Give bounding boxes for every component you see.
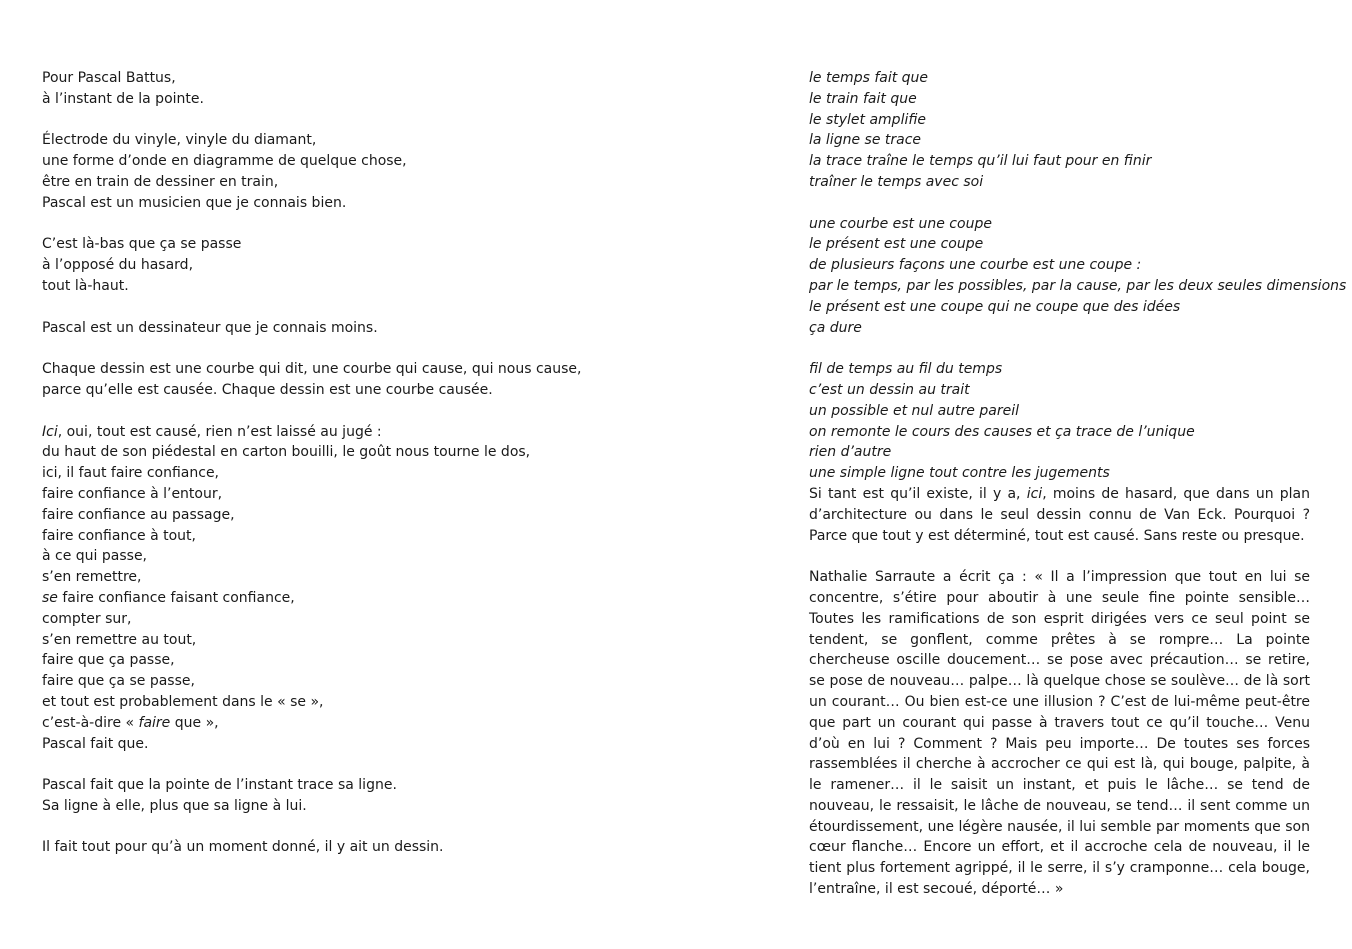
text-line: Il fait tout pour qu’à un moment donné, il y ait un dessin. <box>42 839 444 856</box>
text-line: faire confiance à tout, <box>42 527 196 544</box>
text-line: faire que ça passe, <box>42 652 175 669</box>
text-line: Pour Pascal Battus, <box>42 70 176 86</box>
verse-line: la trace traîne le temps qu’il lui faut pour en finir <box>809 153 1152 170</box>
text-run: que », <box>170 714 219 731</box>
text-line: Pascal fait que la pointe de l’instant trace sa ligne. <box>42 777 397 794</box>
text-line: parce qu’elle est causée. Chaque dessin est une courbe causée. <box>42 381 493 398</box>
verse-line: le présent est une coupe <box>809 236 984 253</box>
text-line <box>42 713 602 734</box>
text-line: s’en remettre, <box>42 569 142 586</box>
text-run: , moins de hasard, que dans un plan d’architecture ou dans le seul dessin connu de Van Eck. Pourquoi ? Parce que tout y est déterminé, tout est causé. Sans reste ou presque. <box>809 485 1310 544</box>
text-run: , oui, tout est causé, rien n’est laissé au jugé : <box>57 423 382 440</box>
text-line: Chaque dessin est une courbe qui dit, une courbe qui cause, qui nous cause, <box>42 361 582 378</box>
text-line: être en train de dessiner en train, <box>42 173 279 190</box>
verse-line: traîner le temps avec soi <box>809 173 984 190</box>
emphasis: faire <box>138 714 171 731</box>
text-line: Sa ligne à elle, plus que sa ligne à lui. <box>42 797 307 814</box>
text-run: c’est-à-dire « <box>42 714 139 731</box>
verse-line: le stylet amplifie <box>809 111 927 128</box>
verse-line: une simple ligne tout contre les jugements <box>809 465 1110 482</box>
paragraph-text: Nathalie Sarraute a écrit ça : « Il a l’impression que tout en lui se concentre, s’étire pour aboutir à une seule fine pointe sensible… Toutes les ramifications de son esprit dirigées vers ce seul point se tendent, se gonflent, comme prêtes à se rompre… La pointe chercheuse oscille doucement… se pose avec précaution… se retire, se pose de nouveau… palpe… là quelque chose se soulève… de là sort un courant… Ou bien est-ce une illusion ? C’est de lui-même peut-être que part un courant qui passe à travers tout ce qu’il touche… Venu d’où en lui ? Comment ? Mais peu importe… De toutes ses forces rassemblées il cherche à accrocher ce qui est là, qui bouge, palpite, à le ramener… il le saisit un instant, et puis le lâche… se tend de nouveau, le ressaisit, le lâche de nouveau, se tend… il sent comme un étourdissement, une légère nausée, il lui semble par moments que son cœur flanche… Encore un effort, et il accroche cela de nouveau, il le tient plus fortement agrippé, il le serre, il s’y cramponne… cela bouge, l’entraîne, il est secoué, déporté… » <box>809 569 1310 898</box>
text-line <box>42 588 602 609</box>
verse-line: rien d’autre <box>809 444 892 461</box>
verse-line: le train fait que <box>809 90 917 107</box>
verse-line: la ligne se trace <box>809 132 922 149</box>
verse-line: un possible et nul autre pareil <box>809 402 1019 419</box>
paragraph <box>809 484 1310 546</box>
text-line: faire confiance à l’entour, <box>42 485 223 502</box>
verse-line: fil de temps au fil du temps <box>809 361 1003 378</box>
text-line: Électrode du vinyle, vinyle du diamant, <box>42 132 317 149</box>
quote-paragraph <box>809 567 1310 900</box>
text-line: compter sur, <box>42 610 132 627</box>
text-line: à ce qui passe, <box>42 548 148 565</box>
verse-line: ça dure <box>809 319 862 336</box>
text-line: Pascal est un dessinateur que je connais moins. <box>42 319 378 336</box>
text-line: et tout est probablement dans le « se », <box>42 693 324 710</box>
right-page <box>809 68 1347 900</box>
text-line: du haut de son piédestal en carton bouilli, le goût nous tourne le dos, <box>42 444 531 461</box>
text-run: Si tant est qu’il existe, il y a, <box>809 485 1027 502</box>
verse-line: c’est un dessin au trait <box>809 381 970 398</box>
text-line: faire que ça se passe, <box>42 673 195 690</box>
text-line: une forme d’onde en diagramme de quelque chose, <box>42 153 407 170</box>
verse-line: de plusieurs façons une courbe est une coupe : <box>809 257 1142 274</box>
verse-line: par le temps, par les possibles, par la cause, par les deux seules dimensions <box>809 277 1347 294</box>
verse-line: le présent est une coupe qui ne coupe que des idées <box>809 298 1181 315</box>
text-line: Pascal fait que. <box>42 735 149 752</box>
verse-line: le temps fait que <box>809 70 929 86</box>
emphasis: Ici <box>42 423 58 440</box>
text-line: faire confiance au passage, <box>42 506 235 523</box>
text-line: C’est là-bas que ça se passe <box>42 236 242 253</box>
text-line: tout là-haut. <box>42 277 129 294</box>
verse-line: on remonte le cours des causes et ça trace de l’unique <box>809 423 1195 440</box>
text-run: faire confiance faisant confiance, <box>57 589 295 606</box>
paragraph-text <box>809 484 1310 546</box>
emphasis: se <box>42 589 58 606</box>
left-page <box>42 68 602 858</box>
text-line: à l’opposé du hasard, <box>42 257 194 274</box>
emphasis: ici <box>1026 485 1043 502</box>
text-line: s’en remettre au tout, <box>42 631 197 648</box>
text-line: Pascal est un musicien que je connais bien. <box>42 194 347 211</box>
text-line: à l’instant de la pointe. <box>42 90 204 107</box>
verse-line: une courbe est une coupe <box>809 215 992 232</box>
text-line: ici, il faut faire confiance, <box>42 465 220 482</box>
text-line <box>42 422 602 443</box>
